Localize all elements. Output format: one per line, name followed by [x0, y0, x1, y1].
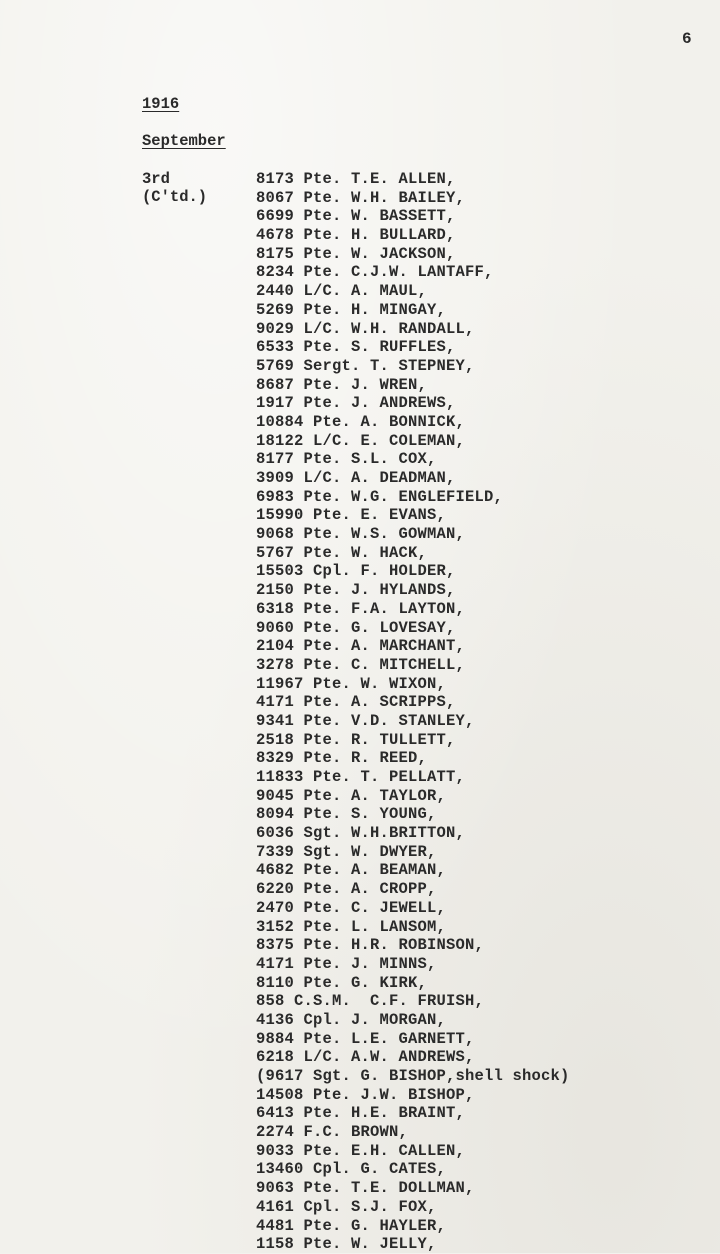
list-item: 6318 Pte. F.A. LAYTON,: [256, 599, 466, 618]
list-item: 1917 Pte. J. ANDREWS,: [256, 394, 456, 413]
list-item: 9068 Pte. W.S. GOWMAN,: [256, 525, 466, 544]
list-item: 4481 Pte. G. HAYLER,: [256, 1216, 447, 1235]
list-item: 11967 Pte. W. WIXON,: [256, 674, 447, 693]
list-item: 6413 Pte. H.E. BRAINT,: [256, 1104, 466, 1123]
list-item: 8175 Pte. W. JACKSON,: [256, 244, 456, 263]
list-item: 9884 Pte. L.E. GARNETT,: [256, 1029, 475, 1048]
list-item: 11833 Pte. T. PELLATT,: [256, 768, 466, 786]
list-item: 3278 Pte. C. MITCHELL,: [256, 655, 466, 674]
list-item: 10884 Pte. A. BONNICK,: [256, 412, 466, 431]
list-item: 6699 Pte. W. BASSETT,: [256, 207, 456, 226]
list-item: 2274 F.C. BROWN,: [256, 1123, 409, 1142]
list-item: 5269 Pte. H. MINGAY,: [256, 300, 447, 319]
list-item: 9033 Pte. E.H. CALLEN,: [256, 1141, 466, 1160]
list-item: 4171 Pte. A. SCRIPPS,: [256, 693, 456, 712]
list-item: 9063 Pte. T.E. DOLLMAN,: [256, 1179, 475, 1198]
list-item: 1158 Pte. W. JELLY,: [256, 1235, 437, 1254]
page-number: 6: [682, 30, 692, 48]
list-item: 8234 Pte. C.J.W. LANTAFF,: [256, 263, 494, 282]
list-item: 8094 Pte. S. YOUNG,: [256, 805, 437, 824]
list-item: 4678 Pte. H. BULLARD,: [256, 226, 456, 245]
list-item: 6220 Pte. A. CROPP,: [256, 880, 437, 899]
list-item: 4682 Pte. A. BEAMAN,: [256, 861, 447, 880]
list-item: 9045 Pte. A. TAYLOR,: [256, 786, 447, 805]
list-item: 7339 Sgt. W. DWYER,: [256, 842, 437, 861]
list-item: 5767 Pte. W. HACK,: [256, 543, 428, 562]
list-item: 9029 L/C. W.H. RANDALL,: [256, 319, 475, 338]
date-day: 3rd: [142, 170, 170, 188]
list-item: 8110 Pte. G. KIRK,: [256, 973, 428, 992]
list-item: 4171 Pte. J. MINNS,: [256, 954, 437, 973]
date-block: [142, 170, 207, 206]
list-item: 8173 Pte. T.E. ALLEN,: [256, 170, 456, 188]
list-item: 9060 Pte. G. LOVESAY,: [256, 618, 456, 637]
list-item: 8177 Pte. S.L. COX,: [256, 450, 437, 469]
list-item: 4136 Cpl. J. MORGAN,: [256, 1010, 447, 1029]
date-note: (C'td.): [142, 188, 208, 206]
list-item: 2104 Pte. A. MARCHANT,: [256, 637, 466, 656]
list-item: 3909 L/C. A. DEADMAN,: [256, 469, 456, 487]
list-item: 4161 Cpl. S.J. FOX,: [256, 1197, 437, 1216]
list-item: 6983 Pte. W.G. ENGLEFIELD,: [256, 487, 504, 506]
list-item: 2150 Pte. J. HYLANDS,: [256, 581, 456, 600]
list-item: 14508 Pte. J.W. BISHOP,: [256, 1085, 475, 1104]
list-item: 18122 L/C. E. COLEMAN,: [256, 431, 466, 450]
list-item: 6533 Pte. S. RUFFLES,: [256, 338, 456, 357]
casualty-list: [256, 170, 570, 1254]
list-item: 8329 Pte. R. REED,: [256, 749, 428, 768]
list-item: 13460 Cpl. G. CATES,: [256, 1160, 447, 1179]
list-item: 3152 Pte. L. LANSOM,: [256, 917, 447, 936]
year-heading: 1916: [142, 95, 180, 113]
list-item: 6218 L/C. A.W. ANDREWS,: [256, 1048, 475, 1067]
list-item: 2470 Pte. C. JEWELL,: [256, 898, 447, 917]
list-item: 858 C.S.M. C.F. FRUISH,: [256, 992, 485, 1011]
list-item: 8687 Pte. J. WREN,: [256, 375, 428, 394]
list-item: 6036 Sgt. W.H.BRITTON,: [256, 824, 466, 843]
list-item: 2440 L/C. A. MAUL,: [256, 282, 428, 301]
list-item: 9341 Pte. V.D. STANLEY,: [256, 711, 475, 730]
list-item: 8375 Pte. H.R. ROBINSON,: [256, 936, 485, 955]
list-item: 8067 Pte. W.H. BAILEY,: [256, 188, 466, 207]
list-item: 5769 Sergt. T. STEPNEY,: [256, 356, 475, 375]
list-item: 15503 Cpl. F. HOLDER,: [256, 562, 456, 581]
list-item: 2518 Pte. R. TULLETT,: [256, 730, 456, 749]
list-item: (9617 Sgt. G. BISHOP,shell shock): [256, 1067, 570, 1085]
month-heading: September: [142, 132, 226, 150]
list-item: 15990 Pte. E. EVANS,: [256, 506, 447, 525]
